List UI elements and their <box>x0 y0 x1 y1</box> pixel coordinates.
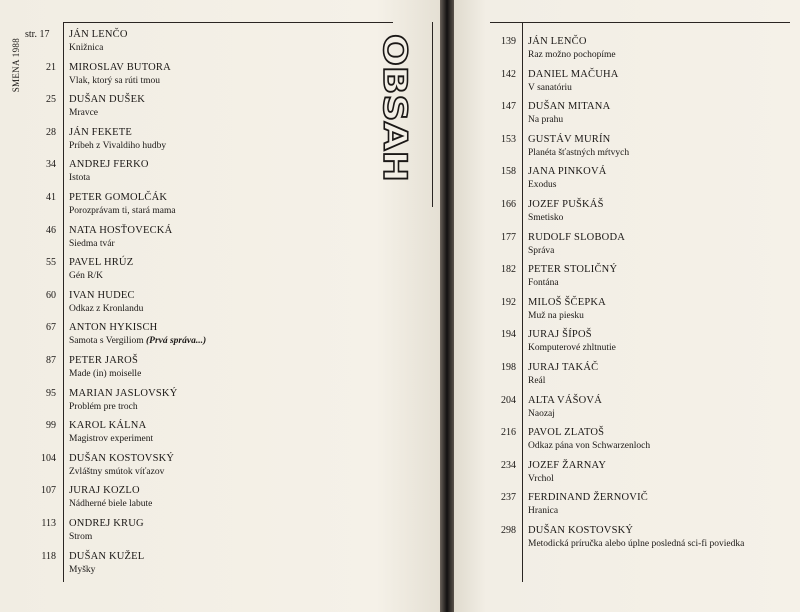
story-title: Smetisko <box>528 213 564 223</box>
page-number: 153 <box>501 133 516 145</box>
story-title: Exodus <box>528 180 557 191</box>
right-column-rule <box>522 22 523 582</box>
story-title-line <box>69 304 143 314</box>
story-title: Fontána <box>528 278 559 289</box>
book-gutter <box>440 0 454 612</box>
story-title: Vrchol <box>528 473 554 484</box>
story-title: Naozaj <box>528 408 555 419</box>
author-name: DUŠAN KUŽEL <box>69 550 145 562</box>
author-name: ALTA VÁŠOVÁ <box>528 394 602 406</box>
page-number: 194 <box>501 329 516 341</box>
story-title-line <box>528 343 616 353</box>
story-title-line <box>69 336 206 346</box>
story-title: Správa <box>528 245 555 256</box>
story-title: Zvláštny smútok víťazov <box>69 466 165 477</box>
author-name: JOZEF PUŠKÁŠ <box>528 199 604 210</box>
page-number: 95 <box>46 387 56 399</box>
page-number: 87 <box>46 355 56 366</box>
author-name: JÁN FEKETE <box>69 126 132 138</box>
author-name: ANDREJ FERKO <box>69 159 149 171</box>
story-title: Mravce <box>69 108 99 119</box>
story-title-line <box>528 83 572 93</box>
author-name: PAVEL HRÚZ <box>69 257 134 269</box>
story-title: Made (in) moiselle <box>69 369 142 379</box>
story-title: Knižnica <box>69 43 104 53</box>
page-number: 234 <box>501 459 516 471</box>
author-name: DUŠAN KOSTOVSKÝ <box>69 452 175 464</box>
right-top-rule <box>490 22 790 23</box>
author-name: JURAJ TAKÁČ <box>528 362 599 373</box>
story-title: Gén R/K <box>69 271 104 282</box>
left-top-rule <box>63 22 393 23</box>
page-number: 21 <box>46 61 56 73</box>
story-title-line <box>69 434 153 444</box>
story-title-line <box>528 506 558 516</box>
story-title-line <box>69 43 103 53</box>
page-number: 142 <box>501 68 516 80</box>
author-name: JURAJ KOZLO <box>69 485 140 497</box>
page-number: 139 <box>501 36 516 47</box>
page-number: 55 <box>46 257 56 269</box>
story-title-line <box>69 108 98 118</box>
page-number: 67 <box>46 322 56 334</box>
contents-heading <box>376 34 432 184</box>
page-number: 25 <box>46 94 56 106</box>
author-name: DUŠAN KOSTOVSKÝ <box>528 525 634 536</box>
story-title-line <box>69 141 166 151</box>
author-name: RUDOLF SLOBODA <box>528 231 626 243</box>
author-name: DUŠAN MITANA <box>528 101 611 113</box>
page-number: 104 <box>41 452 56 464</box>
story-title: Odkaz pána von Schwarzenloch <box>528 441 651 452</box>
story-title-line <box>69 467 164 477</box>
story-title-line <box>528 474 554 484</box>
page-number: 237 <box>501 492 516 504</box>
story-title-line <box>528 50 616 60</box>
story-title: Istota <box>69 173 91 184</box>
story-title-line <box>69 532 92 542</box>
story-title: Vlak, ktorý sa rúti tmou <box>69 75 161 86</box>
author-name: JOZEF ŽARNAY <box>528 459 607 471</box>
story-title-line <box>69 173 90 183</box>
page-number: str. 17 <box>25 29 50 40</box>
author-name: MILOŠ ŠČEPKA <box>528 296 606 308</box>
story-title: Raz možno pochopíme <box>528 50 616 60</box>
author-name: ONDREJ KRUG <box>69 518 144 529</box>
page-number: 147 <box>501 101 516 113</box>
page-number: 204 <box>501 394 516 406</box>
story-title-line <box>528 441 650 451</box>
author-name: ANTON HYKISCH <box>69 322 158 334</box>
author-name: KAROL KÁLNA <box>69 420 147 432</box>
author-name: FERDINAND ŽERNOVIČ <box>528 492 648 504</box>
page-number: 192 <box>501 296 516 308</box>
page-number: 28 <box>46 126 56 138</box>
story-title-line <box>528 180 557 190</box>
story-title: Magistrov experiment <box>69 434 154 445</box>
left-column-rule <box>63 22 64 582</box>
page-number: 166 <box>501 199 516 210</box>
page-number: 107 <box>41 485 56 497</box>
page-number: 182 <box>501 264 516 276</box>
page-number: 113 <box>41 518 56 529</box>
story-title: Komputerové zhltnutie <box>528 343 616 354</box>
story-title-line <box>528 409 555 419</box>
story-title-line <box>528 278 559 288</box>
story-title-line <box>69 239 115 249</box>
page-number: 46 <box>46 224 56 236</box>
story-title: Muž na piesku <box>528 310 584 321</box>
story-title-line <box>69 76 160 86</box>
page-number: 118 <box>41 550 56 562</box>
author-name: DUŠAN DUŠEK <box>69 94 145 106</box>
page-number: 177 <box>501 231 516 243</box>
author-name: JÁN LENČO <box>69 29 128 40</box>
story-title-line <box>528 539 744 549</box>
story-title-line <box>528 311 584 321</box>
story-title-line <box>69 271 103 281</box>
story-title-line <box>69 402 138 412</box>
author-name: DANIEL MAČUHA <box>528 68 619 80</box>
page-number: 41 <box>46 192 56 203</box>
story-title: Príbeh z Vivaldiho hudby <box>69 140 167 151</box>
story-title: V sanatóriu <box>528 82 572 93</box>
page-number: 60 <box>46 289 56 301</box>
running-header: SMENA 1988 <box>11 38 21 93</box>
heading-frame-rule <box>432 22 433 207</box>
author-name: NATA HOSŤOVECKÁ <box>69 224 173 236</box>
story-title: Strom <box>69 532 93 542</box>
story-title-line <box>69 206 176 216</box>
contents-heading-text: OBSAH <box>376 34 414 161</box>
author-name: PETER JAROŠ <box>69 355 139 366</box>
author-name: MIROSLAV BUTORA <box>69 61 171 73</box>
story-title: Hranica <box>528 506 559 517</box>
story-title-line <box>528 213 563 223</box>
story-title-line <box>528 148 629 158</box>
story-title-line <box>69 369 141 379</box>
author-name: PAVOL ZLATOŠ <box>528 427 605 439</box>
author-name: JURAJ ŠÍPOŠ <box>528 329 592 341</box>
story-title: Samota s Vergiliom <box>69 336 144 347</box>
author-name: GUSTÁV MURÍN <box>528 133 611 145</box>
author-name: PETER GOMOLČÁK <box>69 192 168 203</box>
story-title-line <box>69 565 95 575</box>
story-title: Nádherné biele labute <box>69 499 153 510</box>
story-title: Na prahu <box>528 115 564 126</box>
page-number: 216 <box>501 427 516 439</box>
author-name: JANA PINKOVÁ <box>528 166 607 178</box>
story-title-line <box>528 376 545 386</box>
story-title: Siedma tvár <box>69 238 115 249</box>
author-name: IVAN HUDEC <box>69 289 135 301</box>
page-number: 34 <box>46 159 56 171</box>
story-title-line <box>69 499 152 509</box>
story-title-line <box>528 246 554 256</box>
page-number: 298 <box>501 525 516 536</box>
author-name: JÁN LENČO <box>528 36 587 47</box>
story-title: Reál <box>528 376 546 386</box>
story-title: Metodická príručka alebo úplne posledná sci-fi poviedka <box>528 539 745 549</box>
story-title: Porozprávam ti, stará mama <box>69 206 176 216</box>
author-name: MARIAN JASLOVSKÝ <box>69 387 178 399</box>
story-title: Myšky <box>69 564 96 575</box>
page-number: 99 <box>46 420 56 432</box>
author-name: PETER STOLIČNÝ <box>528 264 618 276</box>
story-title-extra: (Prvá správa...) <box>145 336 207 347</box>
story-title: Planéta šťastných mŕtvych <box>528 147 630 158</box>
story-title: Problém pre troch <box>69 401 138 412</box>
story-title-line <box>528 115 563 125</box>
page-number: 158 <box>501 166 516 178</box>
story-title: Odkaz z Kronlandu <box>69 303 144 314</box>
page-number: 198 <box>501 362 516 373</box>
